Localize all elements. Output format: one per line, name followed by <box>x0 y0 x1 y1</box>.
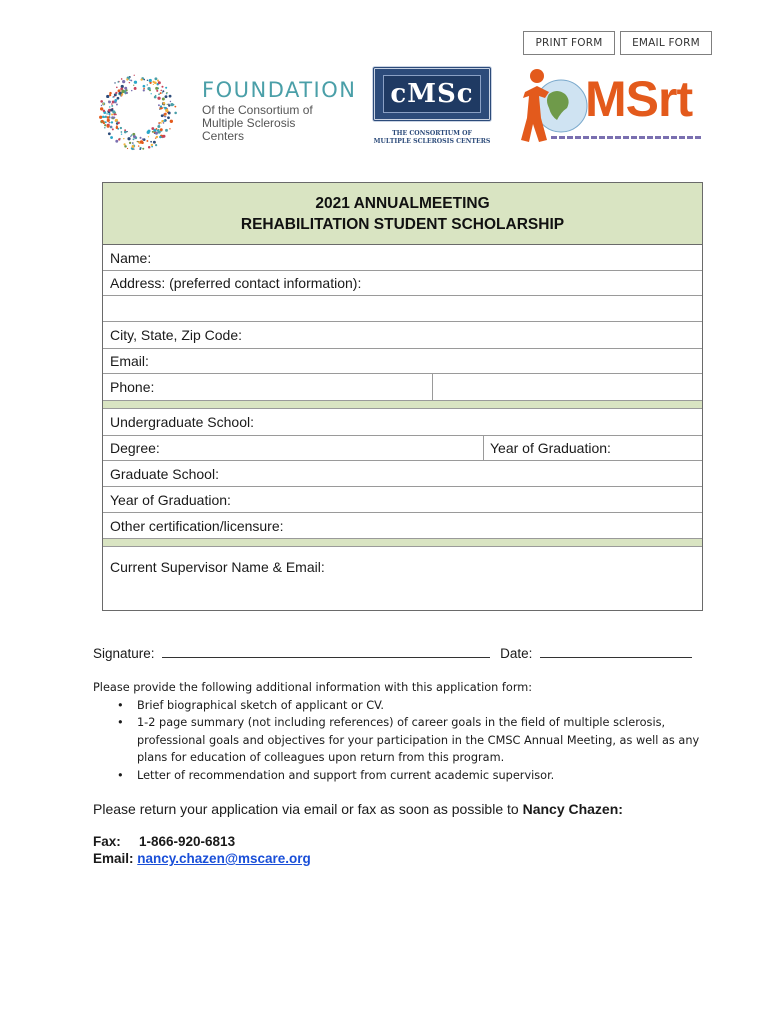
email-link[interactable]: nancy.chazen@mscare.org <box>137 851 311 866</box>
dot-ring-icon <box>98 72 178 152</box>
additional-info-list <box>93 697 713 785</box>
imsrt-logo-mark: MSrt <box>585 71 693 127</box>
foundation-logo-title: FOUNDATION <box>202 78 357 102</box>
name-field[interactable] <box>103 245 702 271</box>
graduate-school-field[interactable] <box>103 461 702 487</box>
degree-label: Degree: <box>110 440 160 456</box>
print-form-button[interactable]: PRINT FORM <box>523 31 615 55</box>
form-title-line1: 2021 ANNUALMEETING <box>315 194 490 212</box>
email-label: Email: <box>110 353 149 369</box>
scholarship-form <box>102 182 703 611</box>
fax-label: Fax: <box>93 834 121 849</box>
section-divider <box>103 401 702 409</box>
list-item: • 1-2 page summary (not including references) of career goals in the field of multiple sclerosis, professional goals and objectives for your participation in the CMSC Annual Meeting, as well as any plans for education of colleagues upon return from this program. <box>137 714 713 767</box>
contact-info <box>93 833 311 867</box>
address-label: Address: (preferred contact information): <box>110 275 362 291</box>
cmsc-logo-badge <box>372 66 492 122</box>
return-instructions <box>93 801 623 817</box>
graduate-school-label: Graduate School: <box>110 465 219 482</box>
phone-field[interactable] <box>103 374 702 401</box>
address-field[interactable] <box>103 271 702 296</box>
foundation-logo <box>98 72 357 152</box>
graduate-year-label: Year of Graduation: <box>110 491 231 508</box>
return-text: Please return your application via email or fax as soon as possible to <box>93 801 523 817</box>
undergraduate-school-label: Undergraduate School: <box>110 414 254 430</box>
city-state-zip-field[interactable] <box>103 322 702 349</box>
additional-info-intro: Please provide the following additional information with this application form: <box>93 681 533 694</box>
supervisor-label: Current Supervisor Name & Email: <box>110 559 325 575</box>
email-form-button[interactable]: EMAIL FORM <box>620 31 712 55</box>
cmsc-logo-caption: THE CONSORTIUM OF MULTIPLE SCLEROSIS CENTERS <box>373 130 491 145</box>
email-field[interactable] <box>103 349 702 374</box>
form-header <box>103 183 702 245</box>
return-contact-name: Nancy Chazen: <box>522 801 623 817</box>
phone-field-divider <box>432 374 433 400</box>
imsrt-logo <box>515 66 705 148</box>
supervisor-field[interactable] <box>103 547 702 601</box>
additional-info <box>93 679 713 784</box>
signature-line <box>93 645 692 661</box>
signature-label: Signature: <box>93 646 155 661</box>
graduate-year-field[interactable] <box>103 487 702 513</box>
city-state-zip-label: City, State, Zip Code: <box>110 327 243 343</box>
degree-year-label: Year of Graduation: <box>490 440 611 456</box>
foundation-logo-subtitle-1: Of the Consortium of <box>202 103 313 117</box>
cmsc-logo-mark: cMSc <box>390 79 474 109</box>
other-certification-label: Other certification/licensure: <box>110 517 284 534</box>
email-contact-label: Email: <box>93 851 134 866</box>
fax-number: 1-866-920-6813 <box>139 834 236 849</box>
imsrt-logo-tagline-mark <box>551 136 701 139</box>
foundation-logo-subtitle-2: Multiple Sclerosis Centers <box>202 116 296 143</box>
undergraduate-school-field[interactable] <box>103 409 702 436</box>
form-title-line2: REHABILITATION STUDENT SCHOLARSHIP <box>240 215 565 233</box>
list-item: • Brief biographical sketch of applicant or CV. <box>137 697 713 715</box>
degree-year-divider <box>483 436 484 460</box>
address-line-2-field[interactable] <box>103 296 702 322</box>
section-divider-2 <box>103 539 702 547</box>
phone-label: Phone: <box>110 379 155 395</box>
signature-blank[interactable] <box>162 645 490 658</box>
date-label: Date: <box>500 646 533 661</box>
other-certification-field[interactable] <box>103 513 702 539</box>
cmsc-logo <box>370 62 500 158</box>
degree-field[interactable] <box>103 436 702 461</box>
list-item: • Letter of recommendation and support from current academic supervisor. <box>137 767 713 785</box>
name-label: Name: <box>110 249 152 266</box>
date-blank[interactable] <box>540 645 692 658</box>
